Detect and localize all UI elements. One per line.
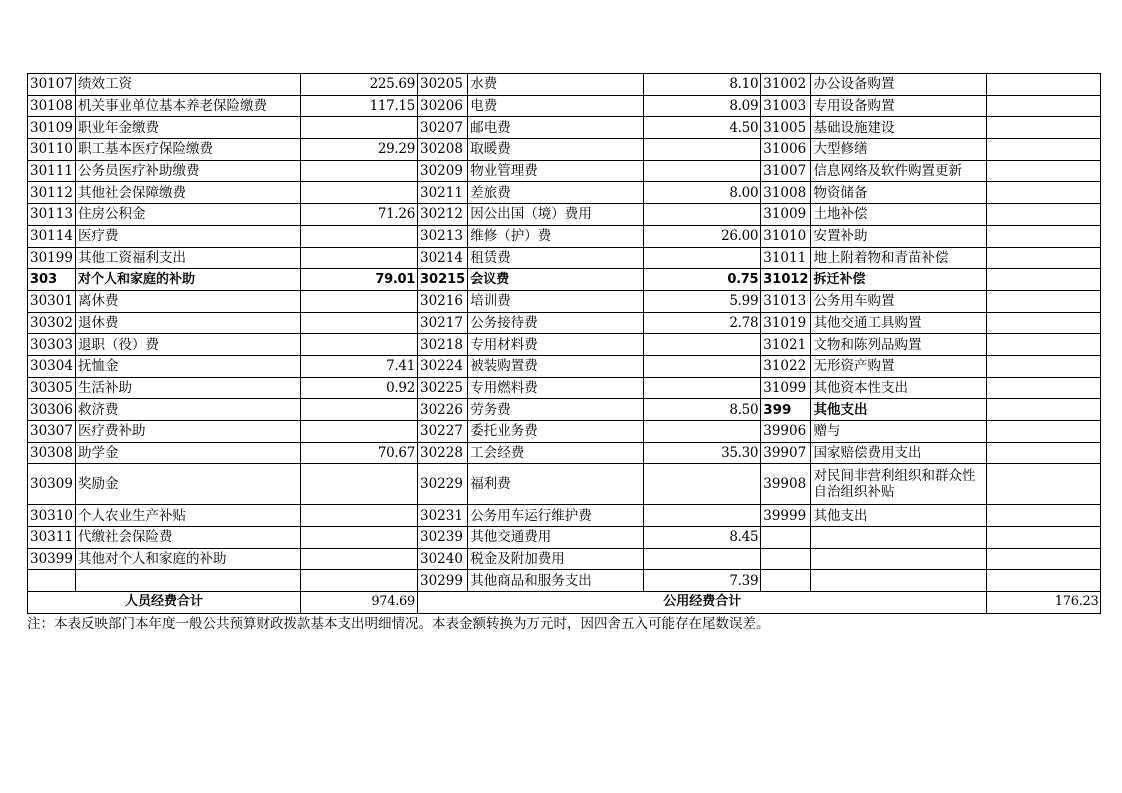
b-code-cell: 30228 [418, 442, 468, 464]
c-name-cell: 专用设备购置 [811, 95, 987, 117]
a-name-cell: 医疗费 [76, 225, 301, 247]
b-code-cell: 30212 [418, 204, 468, 226]
table-row [28, 225, 1101, 247]
a-code-cell: 30307 [28, 421, 76, 443]
a-name-cell: 公务员医疗补助缴费 [76, 160, 301, 182]
a-name-cell: 退职（役）费 [76, 334, 301, 356]
b-amount-cell [644, 421, 761, 443]
b-amount-cell [644, 204, 761, 226]
b-amount-cell [644, 334, 761, 356]
a-code-cell: 303 [28, 269, 76, 291]
a-code-cell: 30107 [28, 74, 76, 96]
table-row [28, 355, 1101, 377]
c-amount-cell [987, 377, 1101, 399]
b-amount-cell [644, 139, 761, 161]
b-name-cell: 差旅费 [468, 182, 644, 204]
a-amount-cell: 225.69 [301, 74, 418, 96]
a-name-cell: 救济费 [76, 399, 301, 421]
c-amount-cell [987, 334, 1101, 356]
a-amount-cell [301, 290, 418, 312]
b-code-cell: 30229 [418, 464, 468, 505]
b-code-cell: 30214 [418, 247, 468, 269]
c-name-cell: 无形资产购置 [811, 355, 987, 377]
b-code-cell: 30213 [418, 225, 468, 247]
c-code-cell: 39908 [761, 464, 811, 505]
table-row [28, 334, 1101, 356]
b-amount-cell: 2.78 [644, 312, 761, 334]
c-name-cell [811, 548, 987, 570]
b-code-cell: 30205 [418, 74, 468, 96]
table-row [28, 139, 1101, 161]
a-amount-cell [301, 334, 418, 356]
c-amount-cell [987, 442, 1101, 464]
a-name-cell: 退休费 [76, 312, 301, 334]
a-name-cell: 其他社会保障缴费 [76, 182, 301, 204]
a-code-cell: 30311 [28, 527, 76, 549]
b-code-cell: 30239 [418, 527, 468, 549]
c-amount-cell [987, 182, 1101, 204]
a-name-cell: 其他工资福利支出 [76, 247, 301, 269]
b-amount-cell [644, 160, 761, 182]
c-amount-cell [987, 312, 1101, 334]
a-amount-cell: 79.01 [301, 269, 418, 291]
c-name-cell: 其他交通工具购置 [811, 312, 987, 334]
b-code-cell: 30225 [418, 377, 468, 399]
b-amount-cell: 8.50 [644, 399, 761, 421]
b-amount-cell: 7.39 [644, 570, 761, 592]
c-name-cell [811, 570, 987, 592]
c-name-cell: 办公设备购置 [811, 74, 987, 96]
c-amount-cell [987, 204, 1101, 226]
c-name-cell: 其他支出 [811, 399, 987, 421]
b-name-cell: 水费 [468, 74, 644, 96]
b-amount-cell: 26.00 [644, 225, 761, 247]
a-code-cell: 30199 [28, 247, 76, 269]
c-amount-cell [987, 95, 1101, 117]
a-code-cell: 30113 [28, 204, 76, 226]
b-amount-cell: 0.75 [644, 269, 761, 291]
a-amount-cell: 29.29 [301, 139, 418, 161]
a-code-cell: 30114 [28, 225, 76, 247]
a-code-cell: 30309 [28, 464, 76, 505]
a-code-cell: 30310 [28, 505, 76, 527]
b-name-cell: 被装购置费 [468, 355, 644, 377]
totals-row [28, 592, 1101, 614]
table-row [28, 74, 1101, 96]
c-code-cell: 31003 [761, 95, 811, 117]
c-code-cell: 31008 [761, 182, 811, 204]
table-row [28, 442, 1101, 464]
a-amount-cell [301, 421, 418, 443]
b-name-cell: 电费 [468, 95, 644, 117]
b-code-cell: 30207 [418, 117, 468, 139]
b-name-cell: 会议费 [468, 269, 644, 291]
c-code-cell: 31006 [761, 139, 811, 161]
a-amount-cell [301, 570, 418, 592]
b-code-cell: 30216 [418, 290, 468, 312]
b-name-cell: 福利费 [468, 464, 644, 505]
a-name-cell: 职工基本医疗保险缴费 [76, 139, 301, 161]
a-amount-cell [301, 548, 418, 570]
b-amount-cell [644, 355, 761, 377]
a-code-cell: 30301 [28, 290, 76, 312]
b-code-cell: 30217 [418, 312, 468, 334]
a-name-cell: 个人农业生产补贴 [76, 505, 301, 527]
b-name-cell: 因公出国（境）费用 [468, 204, 644, 226]
a-code-cell: 30108 [28, 95, 76, 117]
c-code-cell: 31013 [761, 290, 811, 312]
b-amount-cell: 8.10 [644, 74, 761, 96]
b-code-cell: 30299 [418, 570, 468, 592]
b-code-cell: 30206 [418, 95, 468, 117]
c-amount-cell [987, 269, 1101, 291]
c-amount-cell [987, 247, 1101, 269]
c-name-cell: 对民间非营利组织和群众性自治组织补贴 [811, 464, 987, 505]
c-code-cell: 399 [761, 399, 811, 421]
c-amount-cell [987, 117, 1101, 139]
a-name-cell: 离休费 [76, 290, 301, 312]
a-code-cell: 30305 [28, 377, 76, 399]
table-row [28, 527, 1101, 549]
a-code-cell: 30112 [28, 182, 76, 204]
c-name-cell [811, 527, 987, 549]
c-code-cell [761, 548, 811, 570]
b-name-cell: 委托业务费 [468, 421, 644, 443]
c-name-cell: 安置补助 [811, 225, 987, 247]
a-name-cell: 住房公积金 [76, 204, 301, 226]
a-code-cell: 30399 [28, 548, 76, 570]
c-code-cell: 39999 [761, 505, 811, 527]
c-code-cell: 31021 [761, 334, 811, 356]
a-name-cell: 代缴社会保险费 [76, 527, 301, 549]
c-amount-cell [987, 527, 1101, 549]
b-name-cell: 培训费 [468, 290, 644, 312]
c-code-cell: 39907 [761, 442, 811, 464]
table-row [28, 247, 1101, 269]
b-name-cell: 专用材料费 [468, 334, 644, 356]
c-name-cell: 赠与 [811, 421, 987, 443]
b-code-cell: 30227 [418, 421, 468, 443]
c-code-cell: 31099 [761, 377, 811, 399]
a-amount-cell [301, 527, 418, 549]
a-amount-cell [301, 160, 418, 182]
b-amount-cell: 35.30 [644, 442, 761, 464]
a-name-cell: 奖励金 [76, 464, 301, 505]
c-code-cell: 31011 [761, 247, 811, 269]
b-code-cell: 30209 [418, 160, 468, 182]
personnel-total-label: 人员经费合计 [28, 592, 301, 614]
b-amount-cell: 5.99 [644, 290, 761, 312]
c-code-cell: 31007 [761, 160, 811, 182]
b-name-cell: 其他商品和服务支出 [468, 570, 644, 592]
c-name-cell: 物资储备 [811, 182, 987, 204]
c-amount-cell [987, 548, 1101, 570]
a-amount-cell: 70.67 [301, 442, 418, 464]
c-code-cell: 31010 [761, 225, 811, 247]
a-name-cell [76, 570, 301, 592]
b-name-cell: 工会经费 [468, 442, 644, 464]
c-code-cell: 31005 [761, 117, 811, 139]
a-code-cell: 30308 [28, 442, 76, 464]
public-total-label: 公用经费合计 [418, 592, 987, 614]
a-name-cell: 生活补助 [76, 377, 301, 399]
c-amount-cell [987, 74, 1101, 96]
c-name-cell: 大型修缮 [811, 139, 987, 161]
b-amount-cell [644, 247, 761, 269]
c-code-cell [761, 527, 811, 549]
b-code-cell: 30218 [418, 334, 468, 356]
a-name-cell: 职业年金缴费 [76, 117, 301, 139]
c-amount-cell [987, 505, 1101, 527]
public-total-value: 176.23 [987, 592, 1101, 614]
c-amount-cell [987, 290, 1101, 312]
b-code-cell: 30224 [418, 355, 468, 377]
a-code-cell: 30111 [28, 160, 76, 182]
c-name-cell: 国家赔偿费用支出 [811, 442, 987, 464]
b-code-cell: 30215 [418, 269, 468, 291]
c-name-cell: 公务用车购置 [811, 290, 987, 312]
c-amount-cell [987, 139, 1101, 161]
table-row [28, 570, 1101, 592]
a-amount-cell: 0.92 [301, 377, 418, 399]
b-name-cell: 维修（护）费 [468, 225, 644, 247]
b-name-cell: 物业管理费 [468, 160, 644, 182]
c-code-cell: 31009 [761, 204, 811, 226]
a-amount-cell: 117.15 [301, 95, 418, 117]
budget-table [27, 73, 1101, 614]
b-code-cell: 30211 [418, 182, 468, 204]
c-code-cell: 31022 [761, 355, 811, 377]
c-code-cell: 39906 [761, 421, 811, 443]
c-name-cell: 文物和陈列品购置 [811, 334, 987, 356]
a-name-cell: 绩效工资 [76, 74, 301, 96]
b-amount-cell: 8.09 [644, 95, 761, 117]
a-amount-cell: 7.41 [301, 355, 418, 377]
a-name-cell: 助学金 [76, 442, 301, 464]
a-amount-cell [301, 399, 418, 421]
b-amount-cell [644, 548, 761, 570]
b-name-cell: 邮电费 [468, 117, 644, 139]
b-amount-cell [644, 464, 761, 505]
table-row [28, 399, 1101, 421]
a-amount-cell [301, 247, 418, 269]
a-name-cell: 其他对个人和家庭的补助 [76, 548, 301, 570]
b-code-cell: 30240 [418, 548, 468, 570]
c-name-cell: 其他资本性支出 [811, 377, 987, 399]
a-amount-cell [301, 182, 418, 204]
b-code-cell: 30231 [418, 505, 468, 527]
a-amount-cell [301, 505, 418, 527]
b-amount-cell: 8.00 [644, 182, 761, 204]
table-row [28, 269, 1101, 291]
b-amount-cell [644, 505, 761, 527]
a-name-cell: 抚恤金 [76, 355, 301, 377]
a-amount-cell [301, 117, 418, 139]
table-row [28, 548, 1101, 570]
a-amount-cell [301, 225, 418, 247]
a-code-cell: 30306 [28, 399, 76, 421]
b-code-cell: 30226 [418, 399, 468, 421]
c-name-cell: 基础设施建设 [811, 117, 987, 139]
b-amount-cell: 4.50 [644, 117, 761, 139]
c-amount-cell [987, 421, 1101, 443]
table-row [28, 160, 1101, 182]
c-amount-cell [987, 160, 1101, 182]
b-name-cell: 租赁费 [468, 247, 644, 269]
c-name-cell: 信息网络及软件购置更新 [811, 160, 987, 182]
c-amount-cell [987, 355, 1101, 377]
table-row [28, 312, 1101, 334]
a-name-cell: 医疗费补助 [76, 421, 301, 443]
b-name-cell: 其他交通费用 [468, 527, 644, 549]
c-code-cell: 31012 [761, 269, 811, 291]
footnote: 注：本表反映部门本年度一般公共预算财政拨款基本支出明细情况。本表金额转换为万元时，因四舍五入可能存在尾数误差。 [27, 616, 770, 632]
a-code-cell: 30302 [28, 312, 76, 334]
c-amount-cell [987, 570, 1101, 592]
a-code-cell [28, 570, 76, 592]
table-row [28, 421, 1101, 443]
b-name-cell: 取暖费 [468, 139, 644, 161]
c-code-cell [761, 570, 811, 592]
b-amount-cell [644, 377, 761, 399]
c-amount-cell [987, 464, 1101, 505]
a-name-cell: 机关事业单位基本养老保险缴费 [76, 95, 301, 117]
table-body [28, 74, 1101, 614]
c-name-cell: 地上附着物和青苗补偿 [811, 247, 987, 269]
a-amount-cell [301, 312, 418, 334]
b-name-cell: 公务接待费 [468, 312, 644, 334]
table-row [28, 204, 1101, 226]
c-amount-cell [987, 225, 1101, 247]
c-code-cell: 31019 [761, 312, 811, 334]
a-code-cell: 30109 [28, 117, 76, 139]
a-amount-cell: 71.26 [301, 204, 418, 226]
c-name-cell: 土地补偿 [811, 204, 987, 226]
b-amount-cell: 8.45 [644, 527, 761, 549]
a-code-cell: 30304 [28, 355, 76, 377]
table-row [28, 117, 1101, 139]
c-name-cell: 其他支出 [811, 505, 987, 527]
table-row [28, 95, 1101, 117]
a-amount-cell [301, 464, 418, 505]
a-code-cell: 30303 [28, 334, 76, 356]
b-name-cell: 专用燃料费 [468, 377, 644, 399]
a-name-cell: 对个人和家庭的补助 [76, 269, 301, 291]
a-code-cell: 30110 [28, 139, 76, 161]
table-row [28, 377, 1101, 399]
table-row [28, 290, 1101, 312]
table-row [28, 182, 1101, 204]
c-code-cell: 31002 [761, 74, 811, 96]
b-name-cell: 公务用车运行维护费 [468, 505, 644, 527]
personnel-total-value: 974.69 [301, 592, 418, 614]
b-code-cell: 30208 [418, 139, 468, 161]
table-row [28, 505, 1101, 527]
table-row [28, 464, 1101, 505]
c-amount-cell [987, 399, 1101, 421]
b-name-cell: 税金及附加费用 [468, 548, 644, 570]
c-name-cell: 拆迁补偿 [811, 269, 987, 291]
b-name-cell: 劳务费 [468, 399, 644, 421]
